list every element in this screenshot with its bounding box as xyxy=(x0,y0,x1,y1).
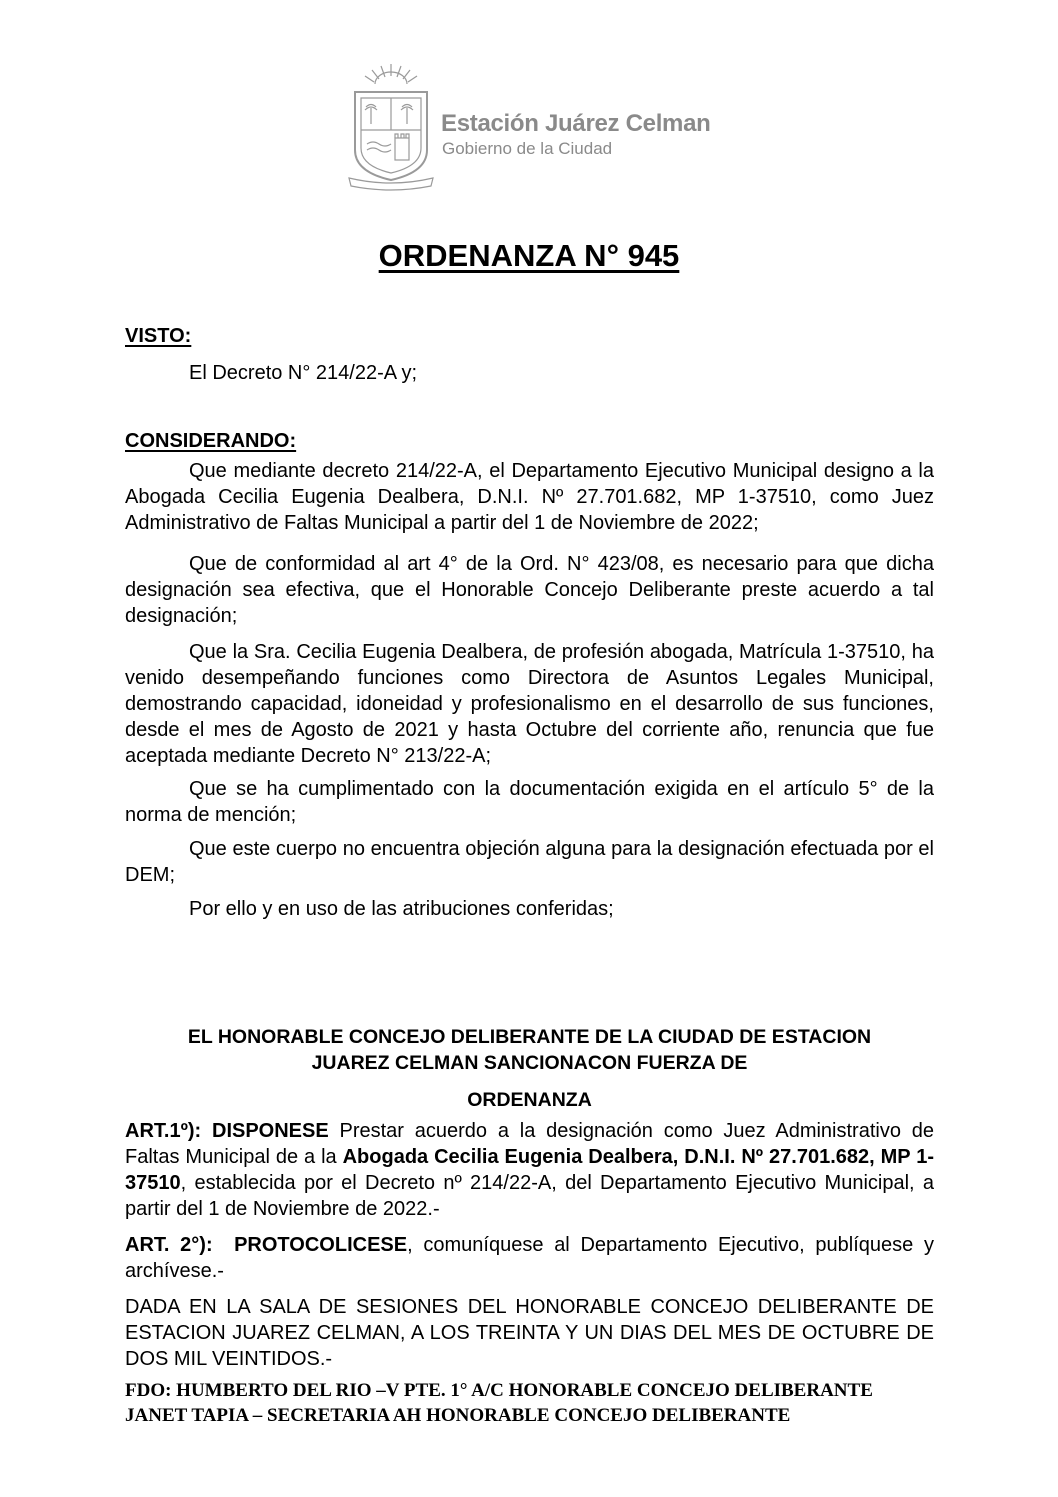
ordenanza-heading: ORDENANZA xyxy=(467,1089,592,1111)
document-title: ORDENANZA N° 945 xyxy=(378,238,680,273)
article-1-text: , establecida por el Decreto nº 214/22-A, del Departamento Ejecutivo Municipal, a partir del 1 de Noviembre de 2022.- xyxy=(125,1172,934,1220)
article-2 xyxy=(125,1232,934,1284)
signatures xyxy=(125,1378,934,1428)
signature-line: FDO: HUMBERTO DEL RIO –V PTE. 1° A/C HONORABLE CONCEJO DELIBERANTE xyxy=(125,1380,873,1401)
visto-section xyxy=(125,323,934,386)
sanciona-line: JUAREZ CELMAN SANCIONACON FUERZA DE xyxy=(311,1052,748,1074)
considerando-paragraph: Que la Sra. Cecilia Eugenia Dealbera, de profesión abogada, Matrícula 1-37510, ha venido desempeñando funciones como Directora de Asuntos Legales Municipal, demostrando capacidad, idoneidad y profesionalismo en el desarrollo de sus funciones, desde el mes de Agosto de 2021 y hasta Octubre del corriente año, renuncia que fue aceptada mediante Decreto N° 213/22-A; xyxy=(125,641,934,767)
article-2-text: , comuníquese al Departamento Ejecutivo, publíquese y archívese.- xyxy=(125,1234,934,1282)
considerando-section xyxy=(125,428,934,922)
signature-line: JANET TAPIA – SECRETARIA AH HONORABLE CONCEJO DELIBERANTE xyxy=(125,1405,791,1426)
considerando-heading: CONSIDERANDO: xyxy=(125,430,297,452)
dada-paragraph: DADA EN LA SALA DE SESIONES DEL HONORABLE CONCEJO DELIBERANTE DE ESTACION JUAREZ CELMAN, A LOS TREINTA Y UN DIAS DEL MES DE OCTUBRE DE DOS MIL VEINTIDOS.- xyxy=(125,1296,934,1370)
org-name: Estación Juárez Celman xyxy=(441,110,711,137)
article-1-text: Prestar acuerdo a la designación como Juez Administrativo de Faltas Municipal de a la xyxy=(125,1120,935,1168)
sanciona-section xyxy=(125,1024,934,1113)
sanciona-line: EL HONORABLE CONCEJO DELIBERANTE DE LA CIUDAD DE ESTACION xyxy=(187,1026,872,1048)
visto-heading: VISTO: xyxy=(125,325,192,347)
letterhead xyxy=(345,62,711,192)
article-2-bold: PROTOCOLICESE xyxy=(234,1234,408,1256)
considerando-paragraph: Que mediante decreto 214/22-A, el Departamento Ejecutivo Municipal designo a la Abogada Cecilia Eugenia Dealbera, D.N.I. Nº 27.701.682, MP 1-37510, como Juez Administrativo de Faltas Municipal a partir del 1 de Noviembre de 2022; xyxy=(125,460,934,534)
article-2-label: ART. 2°): xyxy=(125,1234,213,1256)
considerando-paragraph: Que se ha cumplimentado con la documentación exigida en el artículo 5° de la norma de mención; xyxy=(125,778,934,826)
considerando-paragraph: Que de conformidad al art 4° de la Ord. N° 423/08, es necesario para que dicha designación sea efectiva, que el Honorable Concejo Deliberante preste acuerdo a tal designación; xyxy=(125,553,934,627)
article-1-label: ART.1º): DISPONESE xyxy=(125,1120,329,1142)
considerando-paragraph: Por ello y en uso de las atribuciones conferidas; xyxy=(189,898,614,920)
org-subtitle: Gobierno de la Ciudad xyxy=(442,139,613,158)
city-crest-logo xyxy=(345,62,437,192)
considerando-paragraph: Que este cuerpo no encuentra objeción alguna para la designación efectuada por el DEM; xyxy=(125,838,934,886)
articles-section xyxy=(125,1118,934,1372)
article-1-bold: Abogada Cecilia Eugenia Dealbera, D.N.I. Nº 27.701.682, MP 1-37510 xyxy=(125,1146,934,1194)
visto-text: El Decreto N° 214/22-A y; xyxy=(189,362,418,384)
article-1 xyxy=(125,1118,934,1222)
